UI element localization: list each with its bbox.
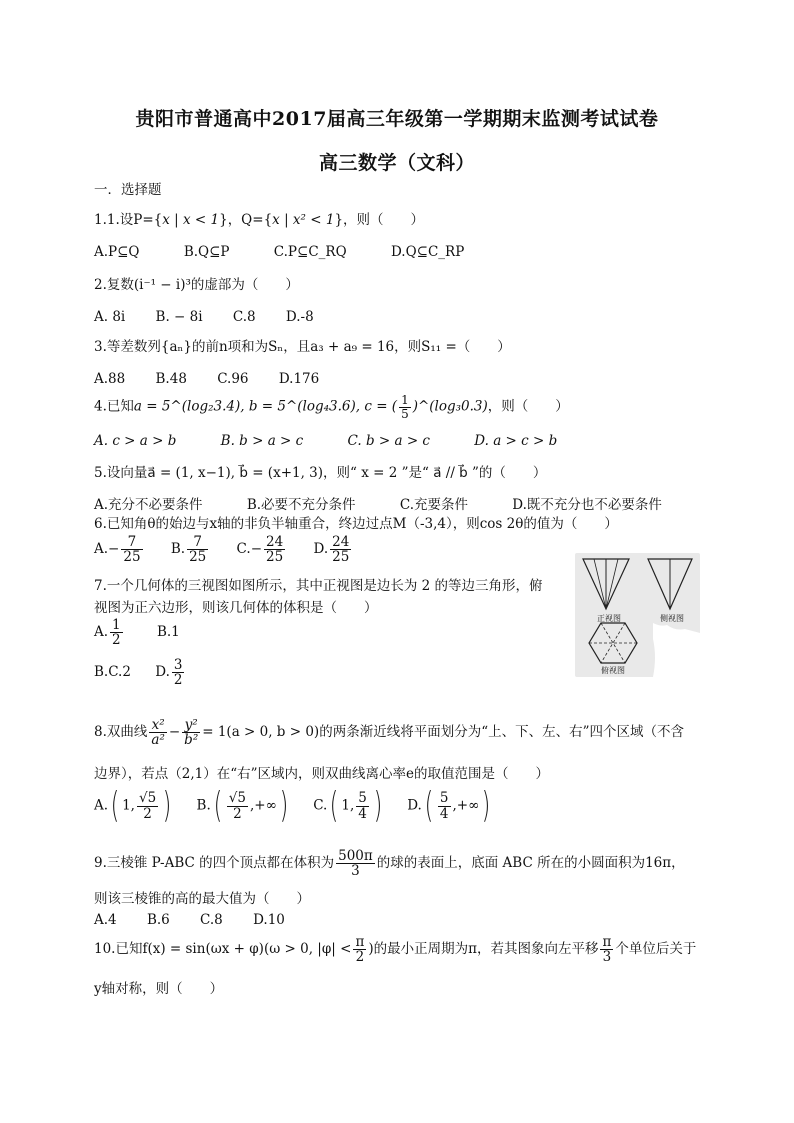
question-5-options <box>94 493 702 513</box>
option-d: D.176 <box>278 371 320 387</box>
option-d: D.既不充分也不必要条件 <box>512 497 662 513</box>
question-10-line-2: y轴对称，则（ ） <box>94 981 224 997</box>
question-10-line-1: 10.已知f(x) = sin(ωx + φ)(ω > 0, |φ| < $\frac{\pi}{2}$ )的最小正周期为π，若其图象向左平移 $\frac{\pi}{3}$ 个单位后关于 <box>94 934 697 966</box>
question-8-line-1: 8.双曲线 $\frac{\text{x²}}{\text{a²}}$ − $\frac{\text{y²}}{\text{b²}}$ = 1(a > 0, b > 0)的两条渐近线将平面划分为“上、下、左、右”四个区域（不含 <box>94 717 685 749</box>
option-d: D.Q⊆C_RP <box>390 244 465 260</box>
three-view-figure <box>575 553 700 677</box>
top-view-label: 俯视图 <box>601 666 625 675</box>
side-view-label: 侧视图 <box>660 614 684 623</box>
question-2: 2.复数(i⁻¹ − i)³的虚部为（ ） <box>94 277 299 293</box>
option-b: B.48 <box>155 371 187 387</box>
option-c: C.( 1, $\frac{5}{4}$ ) <box>313 785 383 826</box>
question-7-option-b: B.1 <box>156 624 180 641</box>
option-d: D. $\frac{24}{25}$ <box>313 534 350 566</box>
question-8-options <box>94 785 519 826</box>
option-b: B.6 <box>146 912 170 928</box>
section-heading: 一．选择题 <box>94 182 162 198</box>
option-b: B. b > a > c <box>220 433 304 449</box>
question-7-option-c: B.C.2 D. $\frac{3}{2}$ <box>94 658 186 687</box>
front-view-label: 正视图 <box>597 614 621 623</box>
option-a: A.充分不必要条件 <box>94 497 203 513</box>
question-7-option-a: A. $\frac{1}{2}$ B.1 <box>94 617 180 649</box>
option-b: B.( $\frac{√5}{2}$ ,+∞) <box>196 785 289 826</box>
question-9-line-2: 则该三棱锥的高的最大值为（ ） <box>94 891 310 907</box>
question-7-option-d: D. $\frac{3}{2}$ <box>155 657 183 689</box>
fraction: $\frac{1}{5}$ <box>401 393 409 421</box>
option-c: C.− $\frac{24}{25}$ <box>236 534 284 566</box>
option-d: D.10 <box>253 912 285 928</box>
option-b: B.必要不充分条件 <box>246 497 356 513</box>
option-b: B.Q⊆P <box>183 244 230 260</box>
option-c: C.8 <box>232 309 256 325</box>
option-a: A. c > a > b <box>94 433 177 449</box>
question-7-line-2: 视图为正六边形，则该几何体的体积是（ ） <box>94 600 378 616</box>
option-c: C.充要条件 <box>399 497 468 513</box>
option-c: C.P⊆C_RQ <box>273 244 347 260</box>
option-d: D.-8 <box>285 309 314 325</box>
option-c: C.8 <box>200 912 223 928</box>
exam-title: 贵阳市普通高中2017届高三年级第一学期期末监测考试试卷 <box>135 108 659 130</box>
question-7-line-1: 7.一个几何体的三视图如图所示，其中正视图是边长为 2 的等边三角形，俯 <box>94 578 543 594</box>
question-6: 6.已知角θ的始边与x轴的非负半轴重合，终边过点M（-3,4），则cos 2θ的值为（ ） <box>94 516 618 532</box>
question-6-options <box>94 535 375 564</box>
question-1-options <box>94 244 504 260</box>
option-b: B. $\frac{7}{25}$ <box>170 534 207 566</box>
question-3: 3.等差数列{aₙ}的前n项和为Sₙ，且a₃ + a₉ = 16，则S₁₁ =（ ） <box>94 339 511 355</box>
option-a: A. 8i <box>94 309 126 325</box>
question-9-line-1: 9.三棱锥 P-ABC 的四个顶点都在体积为 $\frac{500\pi}{3}$ 的球的表面上，底面 ABC 所在的小圆面积为16π， <box>94 848 685 880</box>
option-d: D.( $\frac{5}{4}$ ,+∞) <box>407 785 491 826</box>
question-1: 1.1.设P={x | x < 1}，Q={x | x² < 1}，则（ ） <box>94 212 425 228</box>
option-a: A.P⊆Q <box>94 244 140 260</box>
question-2-options <box>94 309 340 325</box>
question-4: 4.已知a = 5^(log₂3.4), b = 5^(log₄3.6), c = ( $\frac{1}{5}$ )^(log₃0.3)，则（ ） <box>94 393 569 421</box>
question-3-options <box>94 371 345 387</box>
option-a: A.88 <box>94 371 126 387</box>
option-c: C.96 <box>217 371 249 387</box>
option-a: A.− $\frac{7}{25}$ <box>94 534 141 566</box>
exam-subtitle: 高三数学（文科） <box>318 152 475 174</box>
option-d: D. a > c > b <box>474 433 558 449</box>
option-a: A.4 <box>94 912 117 928</box>
question-9-options <box>94 912 311 928</box>
option-a: A.( 1, $\frac{√5}{2}$ ) <box>94 785 172 826</box>
question-4-options <box>94 433 597 449</box>
question-5: 5.设向量a⃗ = (1, x−1), b⃗ = (x+1, 3)，则“ x = 2 ”是“ a⃗ // b⃗ ”的（ ） <box>94 465 547 481</box>
option-c: C. b > a > c <box>347 433 430 449</box>
question-8-line-2: 边界），若点（2,1）在“右”区域内，则双曲线离心率e的取值范围是（ ） <box>94 766 550 782</box>
option-b: B. − 8i <box>155 309 203 325</box>
